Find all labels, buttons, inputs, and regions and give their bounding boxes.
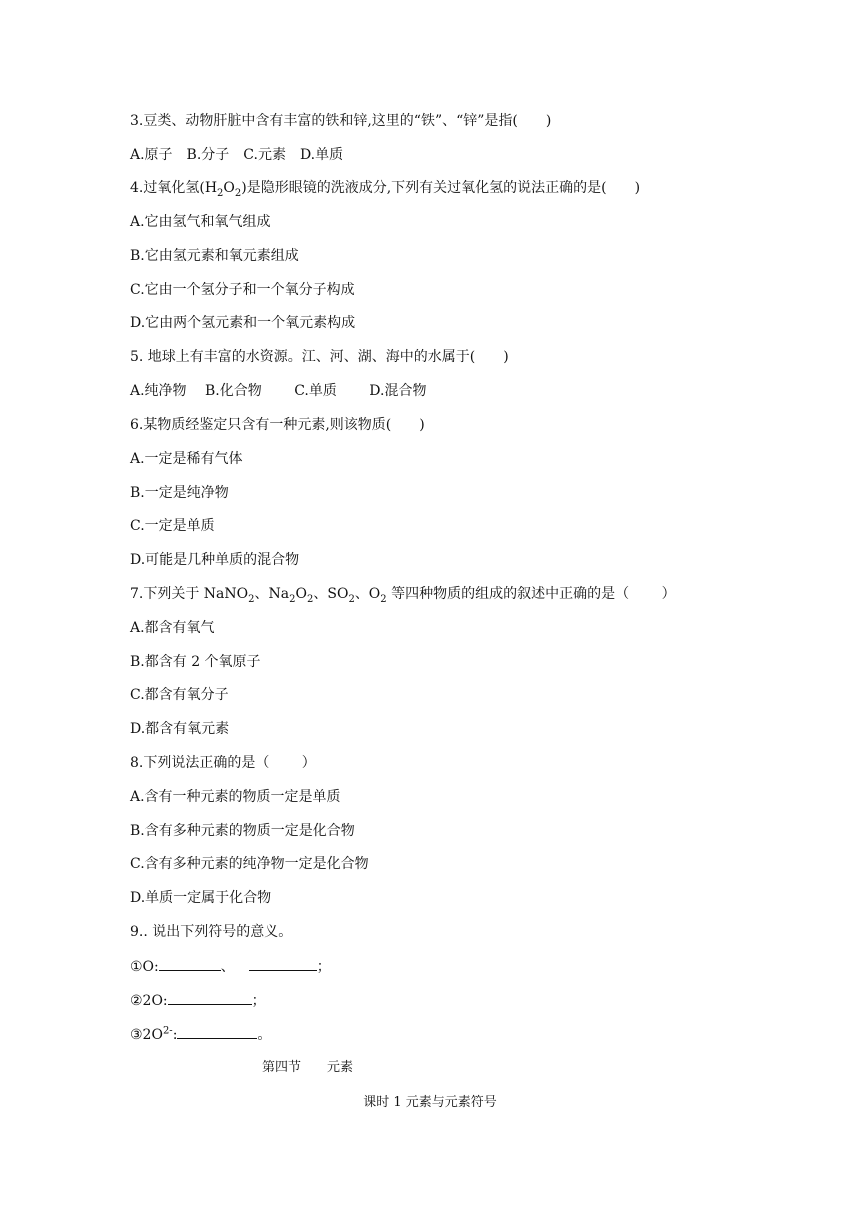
q9-item-3-colon: :	[172, 1027, 178, 1043]
question-4-option-d: D.它由两个氢元素和一个氧元素构成	[130, 315, 356, 331]
q7-text-2: 、Na	[254, 586, 290, 602]
question-7-option-c: C.都含有氧分子	[130, 687, 229, 703]
question-3-stem: 3.豆类、动物肝脏中含有丰富的铁和锌,这里的“铁”、“锌”是指( )	[130, 113, 552, 129]
question-7-option-d: D.都含有氧元素	[130, 721, 230, 737]
question-6-option-d: D.可能是几种单质的混合物	[130, 552, 300, 568]
answer-blank-1b[interactable]	[249, 956, 317, 971]
q9-item-1-separator: 、	[220, 959, 235, 975]
question-7-option-a: A.都含有氧气	[130, 620, 215, 636]
question-6-option-a: A.一定是稀有气体	[130, 451, 243, 467]
q4-text-c: )是隐形眼镜的洗液成分,下列有关过氧化氢的说法正确的是( )	[241, 180, 641, 196]
q9-item-3-end: 。	[257, 1027, 272, 1043]
question-4-option-a: A.它由氢气和氧气组成	[130, 214, 271, 230]
question-4-option-c: C.它由一个氢分子和一个氧分子构成	[130, 282, 355, 298]
question-3-options: A.原子 B.分子 C.元素 D.单质	[130, 147, 344, 163]
question-6-option-c: C.一定是单质	[130, 518, 215, 534]
question-7-stem	[130, 584, 676, 604]
q7-text-1: 7.下列关于 NaNO	[130, 586, 249, 602]
q7-text-5: 、O	[354, 586, 381, 602]
question-4-option-b: B.它由氢元素和氧元素组成	[130, 248, 299, 264]
q7-subscript-3: 2	[306, 593, 314, 605]
lesson-heading: 课时 1 元素与元素符号	[363, 1095, 497, 1110]
q7-text-6: 等四种物质的组成的叙述中正确的是（ ）	[386, 586, 676, 602]
q9-item-2-end: ；	[251, 993, 266, 1009]
question-9-item-1	[130, 956, 331, 977]
question-7-option-b: B.都含有 2 个氧原子	[130, 654, 261, 670]
q7-subscript-1: 2	[248, 593, 255, 605]
question-8-stem: 8.下列说法正确的是（ ）	[130, 755, 316, 771]
q7-subscript-4: 2	[348, 593, 355, 605]
q7-text-4: 、SO	[313, 586, 349, 602]
question-8-option-d: D.单质一定属于化合物	[130, 890, 272, 906]
answer-blank-3[interactable]	[177, 1024, 257, 1039]
q7-text-3: O	[295, 586, 307, 602]
question-5-stem: 5. 地球上有丰富的水资源。江、河、湖、海中的水属于( )	[130, 349, 509, 365]
question-6-option-b: B.一定是纯净物	[130, 485, 229, 501]
q9-item-1-label: ①O:	[130, 959, 159, 975]
question-5-options: A.纯净物 B.化合物 C.单质 D.混合物	[130, 383, 427, 399]
answer-blank-1a[interactable]	[159, 956, 221, 971]
q4-subscript-2: 2	[234, 187, 242, 199]
question-8-option-c: C.含有多种元素的纯净物一定是化合物	[130, 856, 369, 872]
q4-text-b: O	[223, 180, 235, 196]
question-9-item-3	[130, 1024, 271, 1045]
section-heading: 第四节 元素	[262, 1060, 354, 1075]
question-6-stem: 6.某物质经鉴定只含有一种元素,则该物质( )	[130, 417, 425, 433]
q4-text-a: 4.过氧化氢(H	[130, 180, 218, 196]
question-4-stem	[130, 178, 640, 198]
question-9-stem: 9.. 说出下列符号的意义。	[130, 924, 293, 940]
q9-item-1-end: ；	[316, 959, 331, 975]
q7-subscript-2: 2	[289, 593, 296, 605]
q4-subscript-1: 2	[217, 187, 224, 199]
question-8-option-a: A.含有一种元素的物质一定是单质	[130, 789, 341, 805]
q9-item-3-superscript: 2-	[162, 1025, 173, 1037]
question-9-item-2	[130, 990, 266, 1011]
question-8-option-b: B.含有多种元素的物质一定是化合物	[130, 823, 355, 839]
q9-item-2-label: ②2O:	[130, 993, 168, 1009]
q7-subscript-5: 2	[380, 593, 387, 605]
q9-item-3-label: ③2O	[130, 1027, 163, 1043]
answer-blank-2[interactable]	[168, 990, 252, 1005]
